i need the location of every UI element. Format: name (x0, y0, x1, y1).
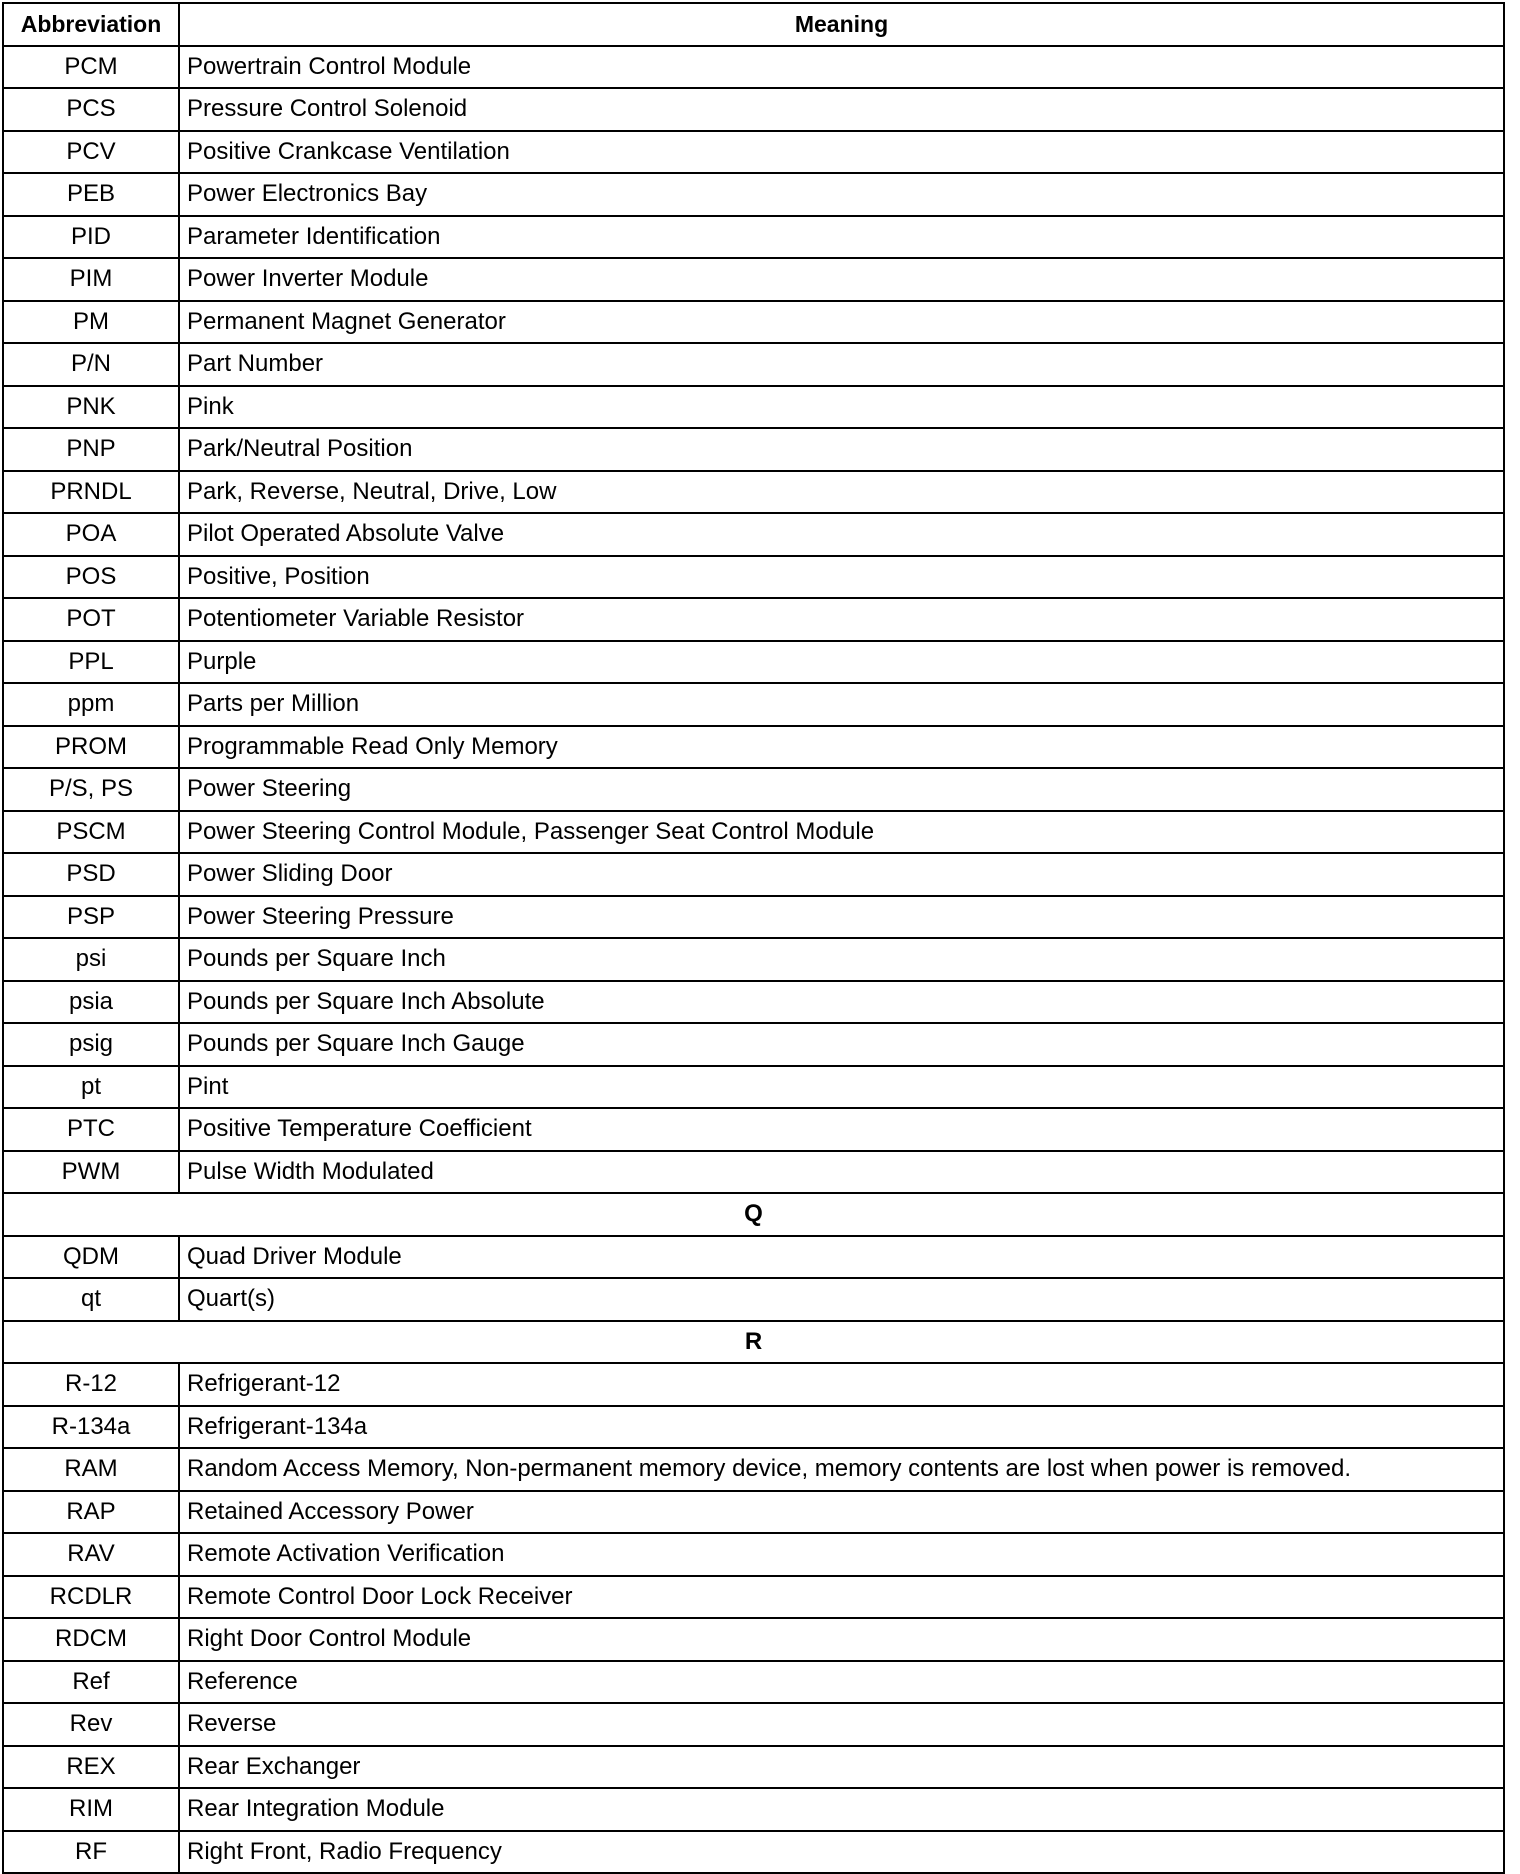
table-row (3, 1236, 1504, 1279)
abbreviation-cell: PROM (3, 726, 179, 769)
abbreviation-cell: PNP (3, 428, 179, 471)
table-row (3, 258, 1504, 301)
table-row (3, 1533, 1504, 1576)
meaning-cell: Pounds per Square Inch Absolute (179, 981, 1504, 1024)
abbreviation-cell: PTC (3, 1108, 179, 1151)
meaning-cell: Pulse Width Modulated (179, 1151, 1504, 1194)
meaning-cell: Pressure Control Solenoid (179, 88, 1504, 131)
abbreviation-cell: psig (3, 1023, 179, 1066)
abbreviation-cell: pt (3, 1066, 179, 1109)
meaning-cell: Power Steering (179, 768, 1504, 811)
meaning-cell: Random Access Memory, Non-permanent memory device, memory contents are lost when power is removed. (179, 1448, 1504, 1491)
abbreviation-cell: RF (3, 1831, 179, 1874)
abbreviation-cell: PM (3, 301, 179, 344)
meaning-cell: Park/Neutral Position (179, 428, 1504, 471)
meaning-cell: Pint (179, 1066, 1504, 1109)
meaning-cell: Reverse (179, 1703, 1504, 1746)
meaning-cell: Reference (179, 1661, 1504, 1704)
meaning-cell: Refrigerant-134a (179, 1406, 1504, 1449)
table-body (3, 46, 1504, 1874)
abbreviation-cell: RIM (3, 1788, 179, 1831)
abbreviation-cell: PPL (3, 641, 179, 684)
meaning-cell: Positive, Position (179, 556, 1504, 599)
table-row (3, 1618, 1504, 1661)
meaning-cell: Part Number (179, 343, 1504, 386)
meaning-cell: Power Steering Pressure (179, 896, 1504, 939)
abbreviation-cell: POT (3, 598, 179, 641)
table-row (3, 853, 1504, 896)
abbreviation-cell: PCM (3, 46, 179, 89)
table-row (3, 726, 1504, 769)
meaning-cell: Pounds per Square Inch (179, 938, 1504, 981)
abbreviation-column-header: Abbreviation (3, 3, 179, 46)
meaning-cell: Power Sliding Door (179, 853, 1504, 896)
abbreviation-cell: P/S, PS (3, 768, 179, 811)
meaning-cell: Pink (179, 386, 1504, 429)
table-row (3, 556, 1504, 599)
section-row (3, 1193, 1504, 1236)
meaning-cell: Parameter Identification (179, 216, 1504, 259)
table-row (3, 896, 1504, 939)
meaning-cell: Power Steering Control Module, Passenger Seat Control Module (179, 811, 1504, 854)
abbreviation-cell: RAV (3, 1533, 179, 1576)
table-row (3, 1661, 1504, 1704)
table-row (3, 1703, 1504, 1746)
meaning-cell: Parts per Million (179, 683, 1504, 726)
table-row (3, 1406, 1504, 1449)
abbreviation-cell: PEB (3, 173, 179, 216)
meaning-cell: Quad Driver Module (179, 1236, 1504, 1279)
abbreviation-cell: QDM (3, 1236, 179, 1279)
table-row (3, 173, 1504, 216)
abbreviation-cell: psia (3, 981, 179, 1024)
section-letter: R (3, 1321, 1504, 1364)
header-row (3, 3, 1504, 46)
abbreviation-cell: Rev (3, 1703, 179, 1746)
abbreviation-cell: PNK (3, 386, 179, 429)
table-row (3, 343, 1504, 386)
meaning-cell: Right Front, Radio Frequency (179, 1831, 1504, 1874)
abbreviation-cell: R-12 (3, 1363, 179, 1406)
section-letter: Q (3, 1193, 1504, 1236)
abbreviation-cell: POA (3, 513, 179, 556)
table-row (3, 1491, 1504, 1534)
meaning-cell: Positive Crankcase Ventilation (179, 131, 1504, 174)
abbreviation-cell: PSD (3, 853, 179, 896)
abbreviation-cell: PSCM (3, 811, 179, 854)
table-row (3, 471, 1504, 514)
meaning-column-header: Meaning (179, 3, 1504, 46)
table-row (3, 1108, 1504, 1151)
table-row (3, 216, 1504, 259)
abbreviation-cell: RAM (3, 1448, 179, 1491)
meaning-cell: Quart(s) (179, 1278, 1504, 1321)
table-row (3, 1151, 1504, 1194)
abbreviation-cell: REX (3, 1746, 179, 1789)
abbreviation-cell: PSP (3, 896, 179, 939)
table-row (3, 938, 1504, 981)
abbreviation-cell: qt (3, 1278, 179, 1321)
table-row (3, 88, 1504, 131)
table-row (3, 46, 1504, 89)
table-row (3, 768, 1504, 811)
table-row (3, 1788, 1504, 1831)
table-row (3, 981, 1504, 1024)
abbreviation-cell: R-134a (3, 1406, 179, 1449)
meaning-cell: Powertrain Control Module (179, 46, 1504, 89)
meaning-cell: Retained Accessory Power (179, 1491, 1504, 1534)
table-row (3, 1448, 1504, 1491)
table-row (3, 1066, 1504, 1109)
table-row (3, 301, 1504, 344)
abbreviation-cell: RDCM (3, 1618, 179, 1661)
meaning-cell: Park, Reverse, Neutral, Drive, Low (179, 471, 1504, 514)
meaning-cell: Rear Exchanger (179, 1746, 1504, 1789)
table-row (3, 428, 1504, 471)
abbreviation-cell: PRNDL (3, 471, 179, 514)
table-row (3, 811, 1504, 854)
abbreviation-cell: Ref (3, 1661, 179, 1704)
abbreviation-cell: RAP (3, 1491, 179, 1534)
meaning-cell: Remote Activation Verification (179, 1533, 1504, 1576)
meaning-cell: Potentiometer Variable Resistor (179, 598, 1504, 641)
meaning-cell: Refrigerant-12 (179, 1363, 1504, 1406)
meaning-cell: Pounds per Square Inch Gauge (179, 1023, 1504, 1066)
table-row (3, 598, 1504, 641)
meaning-cell: Right Door Control Module (179, 1618, 1504, 1661)
table-row (3, 386, 1504, 429)
abbreviation-cell: PID (3, 216, 179, 259)
abbreviation-cell: RCDLR (3, 1576, 179, 1619)
meaning-cell: Pilot Operated Absolute Valve (179, 513, 1504, 556)
abbreviation-cell: PIM (3, 258, 179, 301)
table-row (3, 683, 1504, 726)
table-row (3, 1831, 1504, 1874)
table-row (3, 1363, 1504, 1406)
meaning-cell: Permanent Magnet Generator (179, 301, 1504, 344)
table-row (3, 1023, 1504, 1066)
abbreviation-cell: P/N (3, 343, 179, 386)
table-row (3, 1576, 1504, 1619)
meaning-cell: Purple (179, 641, 1504, 684)
abbreviation-cell: POS (3, 556, 179, 599)
table-row (3, 641, 1504, 684)
table-row (3, 1278, 1504, 1321)
table-row (3, 513, 1504, 556)
meaning-cell: Positive Temperature Coefficient (179, 1108, 1504, 1151)
table-row (3, 131, 1504, 174)
section-row (3, 1321, 1504, 1364)
abbreviation-cell: PCV (3, 131, 179, 174)
meaning-cell: Power Electronics Bay (179, 173, 1504, 216)
abbreviation-cell: PCS (3, 88, 179, 131)
table-row (3, 1746, 1504, 1789)
meaning-cell: Remote Control Door Lock Receiver (179, 1576, 1504, 1619)
abbreviation-cell: psi (3, 938, 179, 981)
meaning-cell: Programmable Read Only Memory (179, 726, 1504, 769)
abbreviation-table (2, 2, 1505, 1874)
abbreviation-cell: ppm (3, 683, 179, 726)
abbreviation-cell: PWM (3, 1151, 179, 1194)
meaning-cell: Power Inverter Module (179, 258, 1504, 301)
meaning-cell: Rear Integration Module (179, 1788, 1504, 1831)
